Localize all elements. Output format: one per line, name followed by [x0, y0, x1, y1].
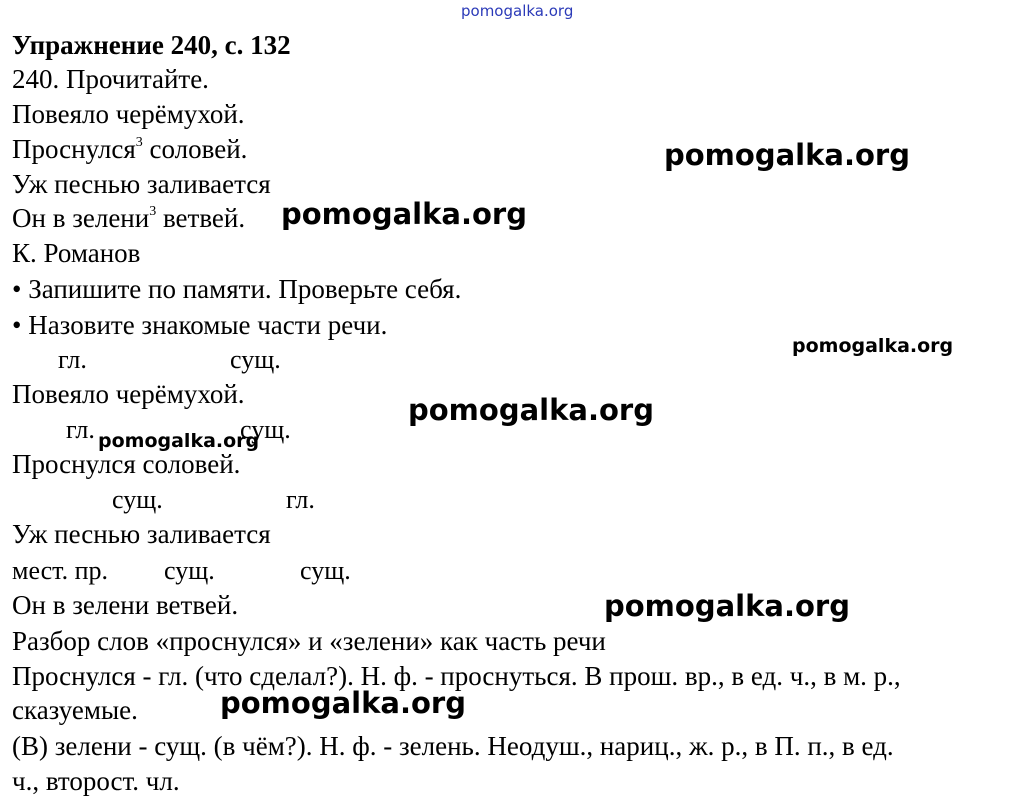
watermark: pomogalka.org — [408, 393, 654, 427]
pos-label: гл. — [66, 415, 95, 444]
watermark: pomogalka.org — [604, 589, 850, 623]
header-watermark: pomogalka.org — [461, 2, 574, 20]
analysis-sentence: Он в зелени ветвей. — [12, 590, 239, 620]
parsing-paragraph-2-cont: ч., второст. чл. — [12, 766, 180, 796]
task-item: • Назовите знакомые части речи. — [12, 310, 388, 340]
pos-label: сущ. — [164, 556, 215, 585]
poem-line-3: Уж песнью заливается — [12, 169, 271, 199]
pos-label: гл. — [286, 485, 315, 514]
analysis-sentence: Проснулся соловей. — [12, 449, 241, 479]
watermark: pomogalka.org — [220, 686, 466, 720]
parsing-heading: Разбор слов «проснулся» и «зелени» как часть речи — [12, 626, 606, 656]
watermark: pomogalka.org — [281, 197, 527, 231]
parsing-paragraph-1-cont: сказуемые. — [12, 695, 138, 725]
poem-author: К. Романов — [12, 238, 141, 268]
pos-label: гл. — [58, 345, 87, 374]
pos-label: мест. пр. — [12, 556, 109, 585]
poem-line-4: Он в зелени$^3$ ветвей. — [12, 203, 246, 233]
poem-intro: 240. Прочитайте. — [12, 64, 209, 94]
watermark: pomogalka.org — [664, 138, 910, 172]
footnote-mark: 3 — [149, 204, 157, 219]
watermark: pomogalka.org — [792, 335, 954, 357]
pos-label: сущ. — [240, 415, 291, 444]
pos-label: сущ. — [112, 485, 163, 514]
analysis-sentence: Повеяло черёмухой. — [12, 379, 245, 409]
pos-label: сущ. — [300, 556, 351, 585]
poem-line-1: Повеяло черёмухой. — [12, 99, 245, 129]
poem-line-2: Проснулся$^3$ соловей. — [12, 134, 248, 164]
analysis-sentence: Уж песнью заливается — [12, 519, 271, 549]
watermark: pomogalka.org — [98, 430, 260, 452]
exercise-title: Упражнение 240, с. 132 — [12, 30, 291, 60]
parsing-paragraph-1: Проснулся - гл. (что сделал?). Н. ф. - проснуться. В прош. вр., в ед. ч., в м. р., — [12, 661, 901, 691]
task-item: • Запишите по памяти. Проверьте себя. — [12, 274, 462, 304]
parsing-paragraph-2: (В) зелени - сущ. (в чём?). Н. ф. - зелень. Неодуш., нариц., ж. р., в П. п., в ед. — [12, 731, 894, 761]
pos-label: сущ. — [230, 345, 281, 374]
footnote-mark: 3 — [135, 135, 143, 150]
